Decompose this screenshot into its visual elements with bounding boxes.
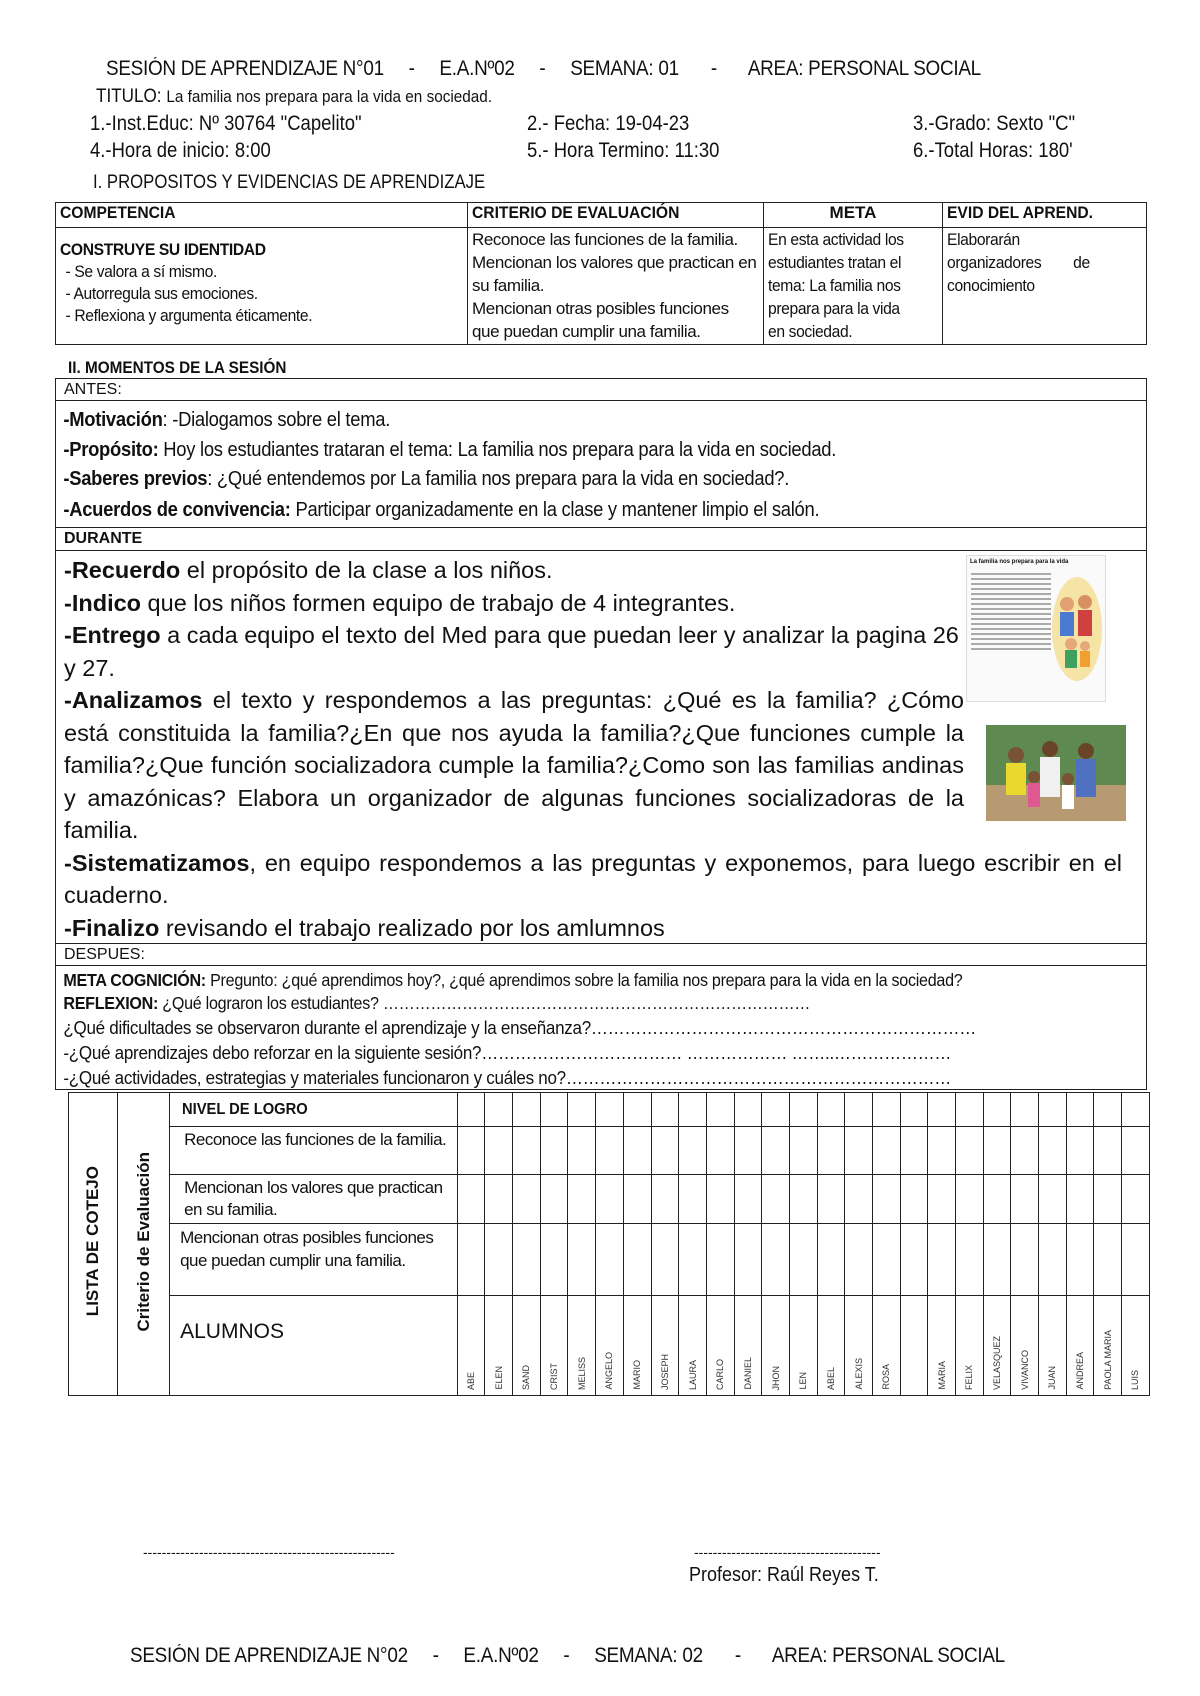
checklist-mark-cell [596,1175,624,1224]
question-reforzar: -¿Qué aprendizajes debo reforzar en la siguiente sesión?……………………………… ……………… ……..………………… [63,1042,952,1063]
student-name: ABEL [825,1366,836,1390]
checklist-mark-cell [706,1093,734,1127]
checklist-mark-cell [1066,1093,1094,1127]
student-name: ABE [466,1371,477,1390]
checklist-mark-cell [955,1175,983,1224]
student-name-cell [623,1296,651,1396]
entrego-line: -Entrego a cada equipo el texto del Med para que puedan leer y analizar la pagina 26 y 27. [64,622,959,681]
saberes-line: -Saberes previos: ¿Qué entendemos por La familia nos prepara para la vida en sociedad?. [63,468,790,490]
session-number: SESIÓN DE APRENDIZAJE N°01 [106,57,384,80]
textbook-page-thumbnail: La familia nos prepara para la vida [966,555,1106,702]
student-name: SAND [521,1364,532,1390]
checklist-mark-cell [1066,1224,1094,1296]
recuerdo-line: -Recuerdo el propósito de la clase a los niños. [64,557,553,583]
checklist-mark-cell [789,1093,817,1127]
checklist-mark-cell [1011,1127,1039,1175]
checklist-mark-cell [983,1175,1011,1224]
family-illustration-icon [1051,574,1103,684]
checklist-mark-cell [845,1093,873,1127]
checklist-mark-cell [983,1127,1011,1175]
checklist-mark-cell [817,1175,845,1224]
student-name-cell [762,1296,790,1396]
checklist-mark-cell [651,1093,679,1127]
checklist-mark-cell [734,1093,762,1127]
student-name-cell [955,1296,983,1396]
checklist-mark-cell [789,1127,817,1175]
student-name-cell [1038,1296,1066,1396]
student-name: MARIO [632,1360,643,1390]
student-name-cell [457,1296,485,1396]
checklist-mark-cell [872,1175,900,1224]
checklist-mark-cell [568,1093,596,1127]
checklist-mark-cell [928,1224,956,1296]
student-name-cell [706,1296,734,1396]
durante-label-row: DURANTE [55,527,1147,551]
info-total-horas: 6.-Total Horas: 180' [913,139,1073,162]
info-inst: 1.-Inst.Educ: Nº 30764 "Capelito" [90,112,362,135]
area: AREA: PERSONAL SOCIAL [747,57,981,80]
criterio-evaluacion-label: Criterio de Evaluación [133,1151,153,1332]
student-name: ALEXIS [853,1358,864,1390]
checklist-mark-cell [540,1175,568,1224]
lista-cotejo-cell [69,1093,118,1396]
reflexion-line: REFLEXION: ¿Qué lograron los estudiantes? ……………………………………………………………………… [63,993,811,1013]
lista-cotejo-label: LISTA DE COTEJO [83,1166,103,1317]
family-photo [986,725,1126,821]
checklist-mark-cell [734,1127,762,1175]
info-grado: 3.-Grado: Sexto "C" [913,112,1076,135]
checklist-mark-cell [900,1224,928,1296]
checklist-mark-cell [734,1175,762,1224]
checklist-mark-cell [540,1093,568,1127]
student-name-cell [789,1296,817,1396]
despues-content [55,965,1147,1090]
checklist-mark-cell [457,1093,485,1127]
checklist-mark-cell [1011,1093,1039,1127]
checklist-mark-cell [485,1127,513,1175]
durante-content [55,550,1147,944]
competencia-cell: CONSTRUYE SU IDENTIDAD - Se valora a sí mismo. - Autorregula sus emociones. - Reflexiona y argumenta éticamente. [56,228,468,345]
student-name: JHON [770,1365,781,1390]
checklist-mark-cell [928,1093,956,1127]
student-name: LAURA [687,1359,698,1390]
checklist-mark-cell [872,1127,900,1175]
checklist-mark-cell [679,1127,707,1175]
checklist-mark-cell [955,1093,983,1127]
checklist-mark-cell [845,1175,873,1224]
col-criterio: CRITERIO DE EVALUACIÓN [468,203,764,228]
checklist-mark-cell [1121,1093,1149,1127]
checklist-mark-cell [1094,1224,1122,1296]
checklist-mark-cell [596,1224,624,1296]
checklist-mark-cell [457,1175,485,1224]
student-name: JOSEPH [659,1353,670,1390]
checklist-mark-cell [679,1175,707,1224]
checklist-mark-cell [1094,1127,1122,1175]
student-name: MARIA [936,1361,947,1390]
meta-cell: En esta actividad los estudiantes tratan el tema: La familia nos prepara para la vida en sociedad. [764,228,943,345]
checklist-mark-cell [983,1224,1011,1296]
checklist-mark-cell [1011,1224,1039,1296]
checklist-mark-cell [513,1093,541,1127]
checklist-mark-cell [983,1093,1011,1127]
checklist-mark-cell [568,1224,596,1296]
checklist-mark-cell [1121,1175,1149,1224]
student-name-cell [540,1296,568,1396]
checklist-mark-cell [513,1224,541,1296]
checklist-mark-cell [540,1127,568,1175]
signature-line-right: ---------------------------------------- [694,1544,881,1560]
student-name-cell [872,1296,900,1396]
student-name: ELEN [493,1366,504,1390]
student-name-cell [596,1296,624,1396]
student-name: CARLO [715,1358,726,1390]
student-name: PAOLA MARIA [1102,1330,1113,1390]
checklist-mark-cell [845,1224,873,1296]
checklist-mark-cell [1038,1127,1066,1175]
despues-label-row: DESPUES: [55,943,1147,966]
checklist-mark-cell [1094,1175,1122,1224]
checklist-mark-cell [596,1093,624,1127]
checklist-mark-cell [1038,1093,1066,1127]
student-name-cell [568,1296,596,1396]
student-name: LUIS [1130,1369,1141,1390]
checklist-mark-cell [789,1175,817,1224]
checklist-mark-cell [568,1175,596,1224]
student-name-cell [679,1296,707,1396]
student-name-cell [651,1296,679,1396]
student-name: DANIEL [742,1357,753,1390]
motivacion-line: -Motivación: -Dialogamos sobre el tema. [63,409,391,431]
criterio-cell: Reconoce las funciones de la familia. Mencionan los valores que practican en su familia. Mencionan otras posibles funciones que puedan cumplir una familia. [468,228,764,345]
evid-cell: Elaborarán organizadores de conocimiento [943,228,1147,345]
checklist-mark-cell [734,1224,762,1296]
student-name-cell [928,1296,956,1396]
checklist-table [68,1092,1150,1396]
info-hora-termino: 5.- Hora Termino: 11:30 [527,139,720,162]
question-actividades: -¿Qué actividades, estrategias y materiales funcionaron y cuáles no?…………………………………………………………… [63,1067,951,1088]
checklist-mark-cell [817,1127,845,1175]
antes-content [55,400,1147,528]
checklist-mark-cell [513,1175,541,1224]
student-name: ROSA [881,1364,892,1390]
checklist-mark-cell [568,1127,596,1175]
acuerdos-line: -Acuerdos de convivencia: Participar organizadamente en la clase y mantener limpio el salón. [63,499,820,521]
col-evid: EVID DEL APREND. [943,203,1147,228]
student-name-cell [485,1296,513,1396]
col-competencia: COMPETENCIA [56,203,468,228]
finalizo-line: -Finalizo revisando el trabajo realizado por los amlumnos [64,914,665,941]
student-name: CRIST [549,1363,560,1390]
teacher-name: Profesor: Raúl Reyes T. [689,1564,879,1586]
indico-line: -Indico que los niños formen equipo de trabajo de 4 integrantes. [64,589,736,616]
sistematizamos-line: -Sistematizamos, en equipo respondemos a las preguntas y exponemos, para luego escribir en el cuaderno. [64,849,1122,908]
checklist-mark-cell [485,1175,513,1224]
checklist-mark-cell [623,1093,651,1127]
student-name-cell [1066,1296,1094,1396]
checklist-mark-cell [651,1127,679,1175]
checklist-mark-cell [762,1093,790,1127]
checklist-mark-cell [457,1127,485,1175]
checklist-mark-cell [596,1127,624,1175]
checklist-mark-cell [928,1175,956,1224]
checklist-mark-cell [900,1093,928,1127]
checklist-mark-cell [651,1175,679,1224]
student-name: ANDREA [1074,1352,1085,1390]
checklist-mark-cell [706,1224,734,1296]
checklist-mark-cell [651,1224,679,1296]
student-name: MELISS [576,1356,587,1390]
checklist-mark-cell [1121,1224,1149,1296]
checklist-mark-cell [928,1127,956,1175]
student-name-cell [900,1296,928,1396]
student-name: FELIX [964,1364,975,1390]
checklist-mark-cell [623,1175,651,1224]
nivel-logro-header: NIVEL DE LOGRO [170,1093,458,1127]
checklist-mark-cell [845,1127,873,1175]
antes-label-row: ANTES: [55,378,1147,401]
question-dificultades: ¿Qué dificultades se observaron durante el aprendizaje y la enseñanza?…………………………………………………………… [63,1017,977,1038]
student-name-cell [983,1296,1011,1396]
student-name-cell [845,1296,873,1396]
checklist-mark-cell [623,1224,651,1296]
section1-title: I. PROPOSITOS Y EVIDENCIAS DE APRENDIZAJE [93,172,486,193]
checklist-mark-cell [789,1224,817,1296]
student-name: ANGELO [604,1352,615,1390]
checklist-mark-cell [706,1175,734,1224]
criterio-row-1: Reconoce las funciones de la familia. [170,1127,458,1175]
checklist-mark-cell [1038,1224,1066,1296]
analizamos-line: -Analizamos el texto y respondemos a las preguntas: ¿Qué es la familia? ¿Cómo está constituida la familia?¿En que nos ayuda la familia?¿Que funciones cumple la familia?¿Que función socializadora cumple la familia?¿Como son las familias andinas y amazónicas? Elabora un organizador de algunas funciones socializadoras de la familia. [64,687,964,843]
criterio-row-3: Mencionan otras posibles funciones que puedan cumplir una familia. [170,1224,458,1296]
next-session-header: SESIÓN DE APRENDIZAJE N°02 - E.A.Nº02 - SEMANA: 02 - AREA: PERSONAL SOCIAL [130,1644,1005,1667]
student-name: VELASQUEZ [991,1335,1002,1390]
title-line: TITULO: La familia nos prepara para la vida en sociedad. [96,86,493,107]
checklist-mark-cell [457,1224,485,1296]
criterio-evaluacion-cell [118,1093,170,1396]
ea-number: E.A.Nº02 [439,57,515,80]
checklist-mark-cell [762,1175,790,1224]
checklist-mark-cell [485,1093,513,1127]
checklist-mark-cell [623,1127,651,1175]
col-meta: META [764,203,943,228]
checklist-mark-cell [762,1127,790,1175]
purpose-table [55,202,1147,345]
student-name-cell [1011,1296,1039,1396]
student-name-cell [1094,1296,1122,1396]
checklist-mark-cell [817,1093,845,1127]
proposito-line: -Propósito: Hoy los estudiantes trataran el tema: La familia nos prepara para la vida en sociedad. [63,439,837,461]
checklist-mark-cell [513,1127,541,1175]
checklist-mark-cell [1066,1127,1094,1175]
checklist-mark-cell [955,1224,983,1296]
checklist-mark-cell [1094,1093,1122,1127]
signature-line-left: ------------------------------------------------------ [143,1544,395,1560]
info-fecha: 2.- Fecha: 19-04-23 [527,112,690,135]
checklist-mark-cell [900,1127,928,1175]
checklist-mark-cell [1066,1175,1094,1224]
checklist-mark-cell [762,1224,790,1296]
checklist-mark-cell [955,1127,983,1175]
checklist-mark-cell [872,1093,900,1127]
checklist-mark-cell [679,1093,707,1127]
checklist-mark-cell [485,1224,513,1296]
student-name: VIVANCO [1019,1350,1030,1390]
checklist-mark-cell [706,1127,734,1175]
session-header: SESIÓN DE APRENDIZAJE N°01 - E.A.Nº02 - SEMANA: 01 - AREA: PERSONAL SOCIAL [106,57,981,80]
session-title: La familia nos prepara para la vida en sociedad. [166,87,493,106]
checklist-mark-cell [900,1175,928,1224]
checklist-mark-cell [540,1224,568,1296]
checklist-mark-cell [872,1224,900,1296]
student-name-cell [513,1296,541,1396]
student-name-cell [734,1296,762,1396]
checklist-mark-cell [1121,1127,1149,1175]
checklist-mark-cell [1038,1175,1066,1224]
student-name-cell [817,1296,845,1396]
info-hora-inicio: 4.-Hora de inicio: 8:00 [90,139,271,162]
student-name: LEN [798,1372,809,1390]
student-name-cell [1121,1296,1149,1396]
week: SEMANA: 01 [570,57,679,80]
criterio-row-2: Mencionan los valores que practican en su familia. [170,1175,458,1224]
checklist-mark-cell [1011,1175,1039,1224]
checklist-mark-cell [679,1224,707,1296]
alumnos-header: ALUMNOS [170,1296,458,1396]
student-name: JUAN [1047,1366,1058,1390]
section2-title: II. MOMENTOS DE LA SESIÓN [68,358,287,377]
checklist-mark-cell [817,1224,845,1296]
meta-cognicion-line: META COGNICIÓN: Pregunto: ¿qué aprendimos hoy?, ¿qué aprendimos sobre la familia nos prepara para la vida en la sociedad? [63,970,963,990]
